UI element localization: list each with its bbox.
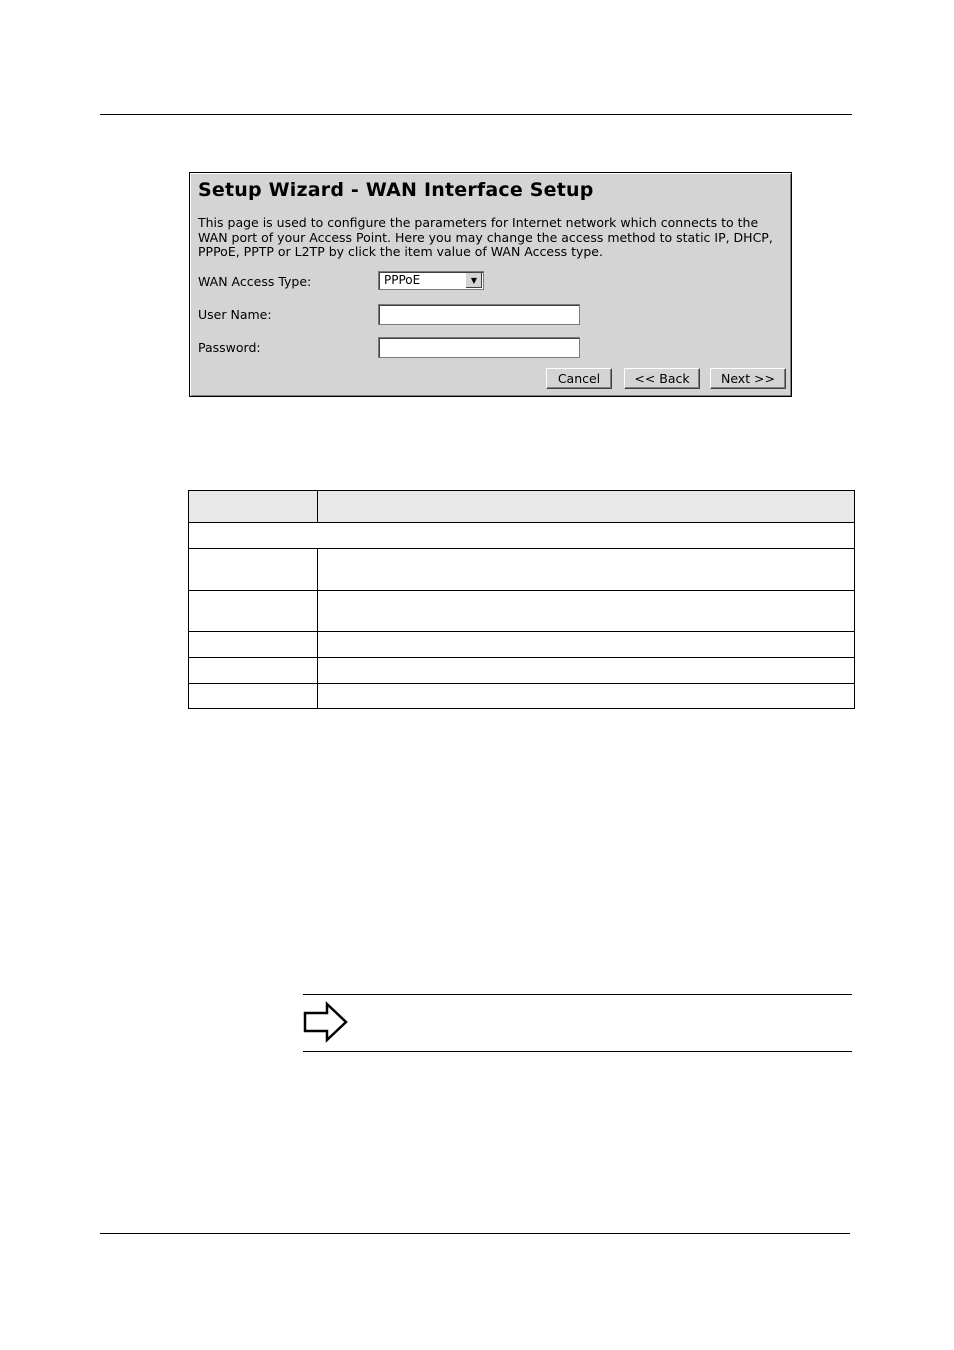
table-cell	[189, 684, 318, 709]
table-header-row	[189, 491, 855, 523]
table-cell	[318, 591, 855, 632]
dropdown-arrow-icon[interactable]: ▼	[465, 273, 482, 288]
wizard-description: This page is used to configure the parameters for Internet network which connects to the WAN port of your Access Point. Here you may change the access method to static IP, DHCP, PPPoE, PPTP or L2TP by click the item value of WAN Access type.	[198, 215, 773, 259]
table-row	[189, 591, 855, 632]
table-cell	[189, 549, 318, 591]
user-name-label: User Name:	[198, 307, 272, 322]
wan-setup-wizard	[189, 172, 792, 397]
table-cell	[189, 591, 318, 632]
table-cell	[318, 549, 855, 591]
wan-access-type-select[interactable]	[378, 271, 484, 290]
table-row	[189, 658, 855, 684]
table-cell	[189, 658, 318, 684]
wizard-title: Setup Wizard - WAN Interface Setup	[198, 179, 594, 201]
table-header-cell	[318, 491, 855, 523]
table-row	[189, 549, 855, 591]
table-row	[189, 684, 855, 709]
right-arrow-icon	[303, 1000, 349, 1044]
parameter-table	[188, 490, 855, 709]
password-input[interactable]	[378, 337, 580, 358]
wan-access-type-value: PPPoE	[384, 273, 421, 287]
next-button[interactable]: Next >>	[710, 368, 786, 389]
wan-access-type-label: WAN Access Type:	[198, 274, 312, 289]
password-label: Password:	[198, 340, 261, 355]
back-button[interactable]: << Back	[624, 368, 700, 389]
user-name-input[interactable]	[378, 304, 580, 325]
note-bottom-rule	[303, 1051, 852, 1052]
cancel-button[interactable]: Cancel	[546, 368, 612, 389]
table-row	[189, 632, 855, 658]
table-header-cell	[189, 491, 318, 523]
note-top-rule	[303, 994, 852, 995]
table-cell	[189, 632, 318, 658]
table-cell	[318, 632, 855, 658]
table-cell	[318, 658, 855, 684]
table-cell	[318, 684, 855, 709]
table-section-cell	[189, 523, 855, 549]
header-rule	[100, 114, 852, 115]
table-section-row	[189, 523, 855, 549]
footer-rule	[100, 1233, 850, 1234]
